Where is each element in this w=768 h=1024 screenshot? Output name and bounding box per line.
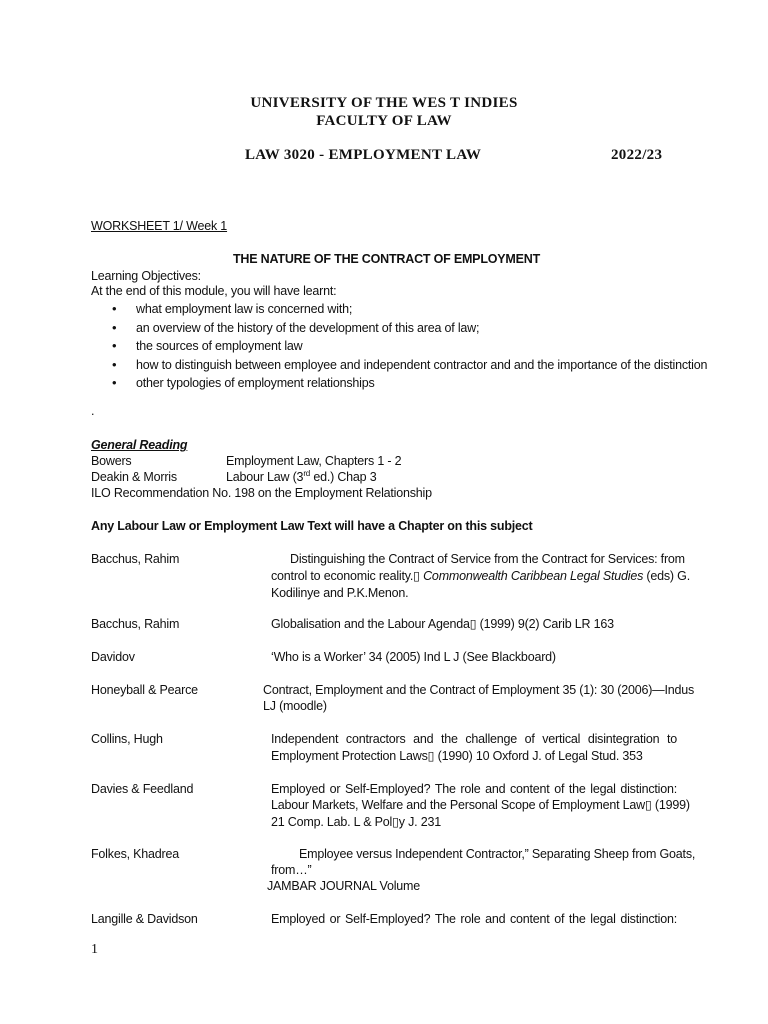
entry-author: Collins, Hugh xyxy=(91,732,163,746)
entry-text: Employee versus Independent Contractor,” Separating Sheep from Goats, xyxy=(299,847,696,861)
reading-title: Employment Law, Chapters 1 - 2 xyxy=(226,454,402,468)
faculty-name: FACULTY OF LAW xyxy=(316,113,452,129)
course-title: LAW 3020 - EMPLOYMENT LAW xyxy=(245,147,482,163)
entry-text: LJ (moodle) xyxy=(263,699,327,713)
page-number: 1 xyxy=(91,942,98,957)
chapter-notice: Any Labour Law or Employment Law Text will have a Chapter on this subject xyxy=(91,519,533,533)
list-item: • how to distinguish between employee and independent contractor and and the importance of the distinction xyxy=(112,356,712,375)
entry-text: Employment Protection Laws▯ (1990) 10 Oxford J. of Legal Stud. 353 xyxy=(271,749,643,763)
entry-text: ‘Who is a Worker’ 34 (2005) Ind L J (See Blackboard) xyxy=(271,650,556,664)
entry-text: 21 Comp. Lab. L & Pol▯y J. 231 xyxy=(271,815,441,829)
entry-text: Globalisation and the Labour Agenda▯ (1999) 9(2) Carib LR 163 xyxy=(271,617,614,631)
entry-text: Employed or Self-Employed? The role and content of the legal distinction: xyxy=(271,782,677,796)
reading-author: Deakin & Morris xyxy=(91,470,177,484)
entry-text: Distinguishing the Contract of Service from the Contract for Services: from xyxy=(290,552,685,566)
reading-author: Bowers xyxy=(91,454,132,468)
entry-text: Kodilinye and P.K.Menon. xyxy=(271,586,409,600)
list-item: • other typologies of employment relationships xyxy=(112,374,712,393)
ilo-reference: ILO Recommendation No. 198 on the Employment Relationship xyxy=(91,486,432,500)
entry-author: Bacchus, Rahim xyxy=(91,552,180,566)
entry-text: Employed or Self-Employed? The role and content of the legal distinction: xyxy=(271,912,677,926)
entry-text: Labour Markets, Welfare and the Personal Scope of Employment Law▯ (1999) xyxy=(271,798,690,812)
list-item: • what employment law is concerned with; xyxy=(112,300,712,319)
entry-text: Contract, Employment and the Contract of Employment 35 (1): 30 (2006)—Indus xyxy=(263,683,695,697)
entry-text: Independent contractors and the challenge of vertical disintegration to xyxy=(271,732,677,746)
entry-author: Honeyball & Pearce xyxy=(91,683,198,697)
entry-author: Folkes, Khadrea xyxy=(91,847,180,861)
list-item: • an overview of the history of the development of this area of law; xyxy=(112,319,712,338)
entry-text: from…” xyxy=(271,863,312,877)
entry-author: Langille & Davidson xyxy=(91,912,198,926)
general-reading-heading: General Reading xyxy=(91,438,188,452)
entry-author: Davies & Feedland xyxy=(91,782,194,796)
academic-year: 2022/23 xyxy=(611,147,663,163)
objectives-list xyxy=(112,300,712,393)
entry-author: Davidov xyxy=(91,650,135,664)
section-title: THE NATURE OF THE CONTRACT OF EMPLOYMENT xyxy=(233,252,541,266)
worksheet-label: WORKSHEET 1/ Week 1 xyxy=(91,219,228,233)
objectives-intro: At the end of this module, you will have learnt: xyxy=(91,284,337,298)
university-name: UNIVERSITY OF THE WES T INDIES xyxy=(250,95,518,111)
objectives-label: Learning Objectives: xyxy=(91,269,201,283)
stray-dot: . xyxy=(91,404,95,418)
entry-text: JAMBAR JOURNAL Volume xyxy=(267,879,421,893)
entry-author: Bacchus, Rahim xyxy=(91,617,180,631)
reading-title: Labour Law (3rd ed.) Chap 3 xyxy=(226,468,377,484)
list-item: • the sources of employment law xyxy=(112,337,712,356)
entry-text: control to economic reality.▯ Commonwealth Caribbean Legal Studies (eds) G. xyxy=(271,569,690,583)
